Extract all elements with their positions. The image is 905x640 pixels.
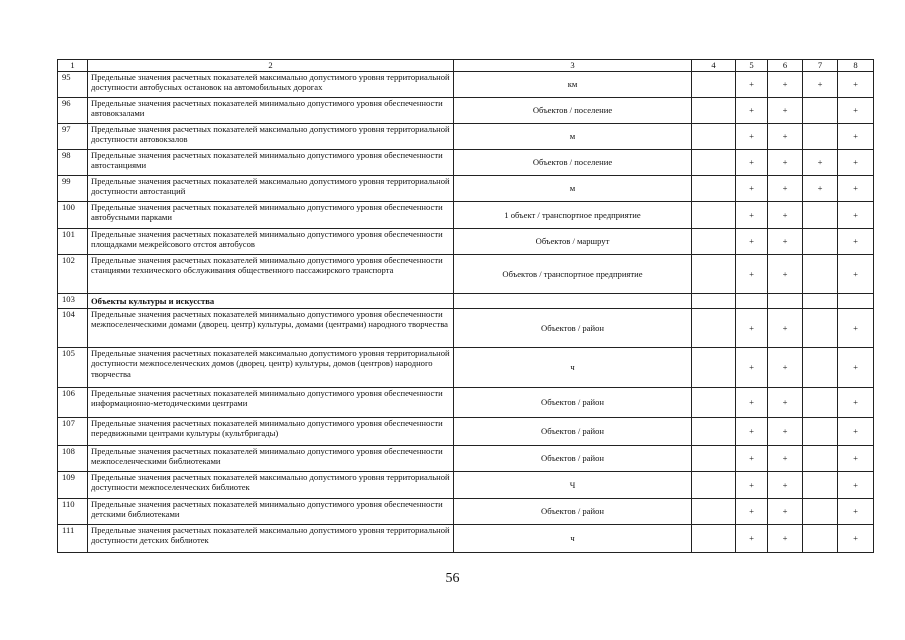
row-description: Объекты культуры и искусства <box>88 294 454 309</box>
row-unit: 1 объект / транспортное предприятие <box>454 202 692 229</box>
col5-mark: + <box>736 98 768 124</box>
col4-mark <box>692 294 736 309</box>
col5-mark: + <box>736 446 768 472</box>
row-unit: м <box>454 176 692 202</box>
row-description: Предельные значения расчетных показателей минимально допустимого уровня обеспеченности межпоселенческими домами (дворец. центр) культуры, домами (центрами) народного творчества <box>88 309 454 348</box>
table-row <box>58 150 874 176</box>
col6-mark: + <box>768 229 803 255</box>
col5-mark: + <box>736 348 768 388</box>
col5-mark: + <box>736 309 768 348</box>
col7-mark <box>803 388 838 418</box>
col4-mark <box>692 255 736 294</box>
col8-mark: + <box>838 499 874 525</box>
row-number: 110 <box>58 499 88 525</box>
row-number: 99 <box>58 176 88 202</box>
header-row <box>58 60 874 72</box>
table-row <box>58 309 874 348</box>
col5-mark: + <box>736 418 768 446</box>
col6-mark: + <box>768 176 803 202</box>
column-header: 4 <box>692 60 736 72</box>
col5-mark: + <box>736 176 768 202</box>
col8-mark: + <box>838 388 874 418</box>
col7-mark <box>803 525 838 553</box>
page-number: 56 <box>445 571 460 586</box>
row-description: Предельные значения расчетных показателей максимально допустимого уровня территориальной доступности межпоселенческих домов (дворец. центр) культуры, домов (центров) народного творчества <box>88 348 454 388</box>
row-number: 98 <box>58 150 88 176</box>
col8-mark: + <box>838 98 874 124</box>
row-number: 109 <box>58 472 88 499</box>
table-row <box>58 124 874 150</box>
col8-mark: + <box>838 418 874 446</box>
row-description: Предельные значения расчетных показателей максимально допустимого уровня территориальной доступности межпоселенческих библиотек <box>88 472 454 499</box>
col4-mark <box>692 348 736 388</box>
col6-mark <box>768 294 803 309</box>
col8-mark: + <box>838 124 874 150</box>
row-number: 105 <box>58 348 88 388</box>
col4-mark <box>692 418 736 446</box>
table-row <box>58 255 874 294</box>
row-description: Предельные значения расчетных показателей максимально допустимого уровня территориальной доступности автобусных остановок на автомобильных дорогах <box>88 72 454 98</box>
col7-mark <box>803 418 838 446</box>
row-description: Предельные значения расчетных показателей максимально допустимого уровня территориальной доступности автовокзалов <box>88 124 454 150</box>
row-description: Предельные значения расчетных показателей максимально допустимого уровня территориальной доступности детских библиотек <box>88 525 454 553</box>
row-description: Предельные значения расчетных показателей минимально допустимого уровня обеспеченности информационно-методическими центрами <box>88 388 454 418</box>
col7-mark <box>803 348 838 388</box>
col4-mark <box>692 446 736 472</box>
table-row <box>58 472 874 499</box>
row-unit: Объектов / поселение <box>454 150 692 176</box>
col6-mark: + <box>768 418 803 446</box>
table-row <box>58 388 874 418</box>
col5-mark: + <box>736 499 768 525</box>
table-row <box>58 418 874 446</box>
col8-mark: + <box>838 72 874 98</box>
col4-mark <box>692 229 736 255</box>
col6-mark: + <box>768 124 803 150</box>
col6-mark: + <box>768 525 803 553</box>
table-row <box>58 348 874 388</box>
row-number: 95 <box>58 72 88 98</box>
row-unit: Объектов / район <box>454 446 692 472</box>
col6-mark: + <box>768 72 803 98</box>
col6-mark: + <box>768 150 803 176</box>
col5-mark: + <box>736 388 768 418</box>
row-unit: ч <box>454 348 692 388</box>
col4-mark <box>692 388 736 418</box>
column-header: 2 <box>88 60 454 72</box>
row-unit: км <box>454 72 692 98</box>
column-header: 7 <box>803 60 838 72</box>
col7-mark: + <box>803 150 838 176</box>
col7-mark <box>803 472 838 499</box>
col5-mark: + <box>736 472 768 499</box>
row-number: 107 <box>58 418 88 446</box>
col6-mark: + <box>768 472 803 499</box>
col5-mark <box>736 294 768 309</box>
col5-mark: + <box>736 229 768 255</box>
row-description: Предельные значения расчетных показателей минимально допустимого уровня обеспеченности межпоселенческими библиотеками <box>88 446 454 472</box>
column-header: 1 <box>58 60 88 72</box>
row-unit: Объектов / район <box>454 499 692 525</box>
row-number: 101 <box>58 229 88 255</box>
col4-mark <box>692 124 736 150</box>
table-row <box>58 446 874 472</box>
col6-mark: + <box>768 309 803 348</box>
col4-mark <box>692 309 736 348</box>
column-header: 8 <box>838 60 874 72</box>
table-row <box>58 525 874 553</box>
col8-mark: + <box>838 309 874 348</box>
section-row <box>58 294 874 309</box>
table-row <box>58 98 874 124</box>
table-row <box>58 202 874 229</box>
col7-mark <box>803 309 838 348</box>
col8-mark: + <box>838 150 874 176</box>
col4-mark <box>692 150 736 176</box>
row-unit: м <box>454 124 692 150</box>
col5-mark: + <box>736 150 768 176</box>
col6-mark: + <box>768 348 803 388</box>
row-description: Предельные значения расчетных показателей максимально допустимого уровня территориальной доступности автостанций <box>88 176 454 202</box>
row-unit: Ч <box>454 472 692 499</box>
column-header: 6 <box>768 60 803 72</box>
row-number: 96 <box>58 98 88 124</box>
row-number: 100 <box>58 202 88 229</box>
col8-mark: + <box>838 525 874 553</box>
row-description: Предельные значения расчетных показателей минимально допустимого уровня обеспеченности площадками межрейсового отстоя автобусов <box>88 229 454 255</box>
row-unit: Объектов / район <box>454 309 692 348</box>
col4-mark <box>692 472 736 499</box>
row-unit: Объектов / маршрут <box>454 229 692 255</box>
row-number: 103 <box>58 294 88 309</box>
row-unit: Объектов / поселение <box>454 98 692 124</box>
row-number: 108 <box>58 446 88 472</box>
table-row <box>58 499 874 525</box>
col8-mark: + <box>838 229 874 255</box>
col4-mark <box>692 72 736 98</box>
col4-mark <box>692 499 736 525</box>
standards-table <box>57 59 874 553</box>
col7-mark <box>803 229 838 255</box>
row-number: 111 <box>58 525 88 553</box>
col4-mark <box>692 98 736 124</box>
column-header: 5 <box>736 60 768 72</box>
col8-mark: + <box>838 472 874 499</box>
col5-mark: + <box>736 124 768 150</box>
col6-mark: + <box>768 255 803 294</box>
col8-mark: + <box>838 348 874 388</box>
row-unit: Объектов / район <box>454 388 692 418</box>
col6-mark: + <box>768 98 803 124</box>
col7-mark <box>803 499 838 525</box>
row-unit: ч <box>454 525 692 553</box>
table-row <box>58 176 874 202</box>
row-unit: Объектов / район <box>454 418 692 446</box>
col6-mark: + <box>768 202 803 229</box>
col7-mark <box>803 124 838 150</box>
col7-mark <box>803 294 838 309</box>
row-unit <box>454 294 692 309</box>
row-description: Предельные значения расчетных показателей минимально допустимого уровня обеспеченности автобусными парками <box>88 202 454 229</box>
row-number: 102 <box>58 255 88 294</box>
col8-mark: + <box>838 255 874 294</box>
col4-mark <box>692 202 736 229</box>
col8-mark <box>838 294 874 309</box>
col5-mark: + <box>736 72 768 98</box>
col7-mark: + <box>803 176 838 202</box>
table-row <box>58 229 874 255</box>
row-description: Предельные значения расчетных показателей минимально допустимого уровня обеспеченности автовокзалами <box>88 98 454 124</box>
col8-mark: + <box>838 446 874 472</box>
row-description: Предельные значения расчетных показателей минимально допустимого уровня обеспеченности детскими библиотеками <box>88 499 454 525</box>
col5-mark: + <box>736 202 768 229</box>
col5-mark: + <box>736 255 768 294</box>
row-number: 97 <box>58 124 88 150</box>
col7-mark <box>803 446 838 472</box>
col6-mark: + <box>768 388 803 418</box>
col7-mark <box>803 98 838 124</box>
col5-mark: + <box>736 525 768 553</box>
col6-mark: + <box>768 499 803 525</box>
column-header: 3 <box>454 60 692 72</box>
col4-mark <box>692 176 736 202</box>
table-row <box>58 72 874 98</box>
row-unit: Объектов / транспортное предприятие <box>454 255 692 294</box>
col6-mark: + <box>768 446 803 472</box>
col7-mark: + <box>803 72 838 98</box>
row-number: 106 <box>58 388 88 418</box>
row-description: Предельные значения расчетных показателей минимально допустимого уровня обеспеченности автостанциями <box>88 150 454 176</box>
col7-mark <box>803 255 838 294</box>
col4-mark <box>692 525 736 553</box>
col8-mark: + <box>838 176 874 202</box>
row-number: 104 <box>58 309 88 348</box>
col7-mark <box>803 202 838 229</box>
row-description: Предельные значения расчетных показателей минимально допустимого уровня обеспеченности передвижными центрами культуры (культбригады) <box>88 418 454 446</box>
row-description: Предельные значения расчетных показателей минимально допустимого уровня обеспеченности станциями технического обслуживания общественного пассажирского транспорта <box>88 255 454 294</box>
col8-mark: + <box>838 202 874 229</box>
